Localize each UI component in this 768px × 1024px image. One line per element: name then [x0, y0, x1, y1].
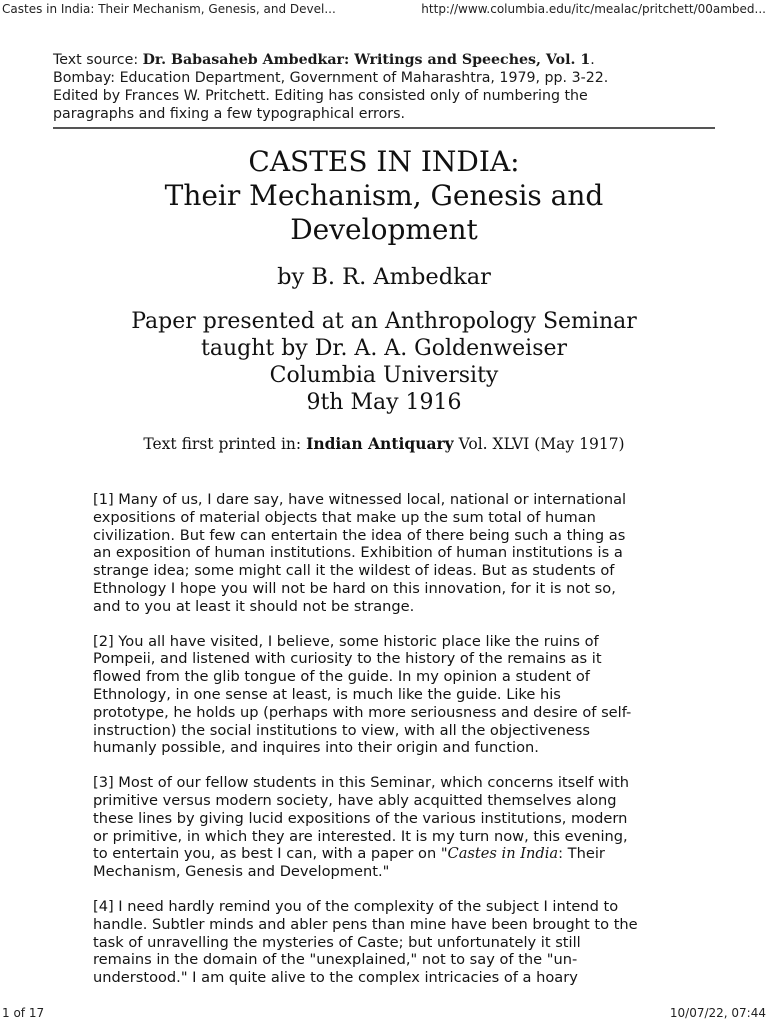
p1-line: expositions of material objects that make up the sum total of human	[93, 508, 596, 526]
source-note-line-4: paragraphs and fixing a few typographical errors.	[53, 106, 405, 122]
p4-line: remains in the domain of the "unexplained," not to say of the "un-	[93, 951, 578, 969]
source-note-prefix: Text source:	[53, 52, 143, 68]
p3-tail-after: : Their	[558, 845, 605, 863]
p3-line: Mechanism, Genesis and Development."	[93, 863, 390, 881]
presented-line-4: 9th May 1916	[306, 390, 462, 415]
page-number: 1 of 17	[2, 1006, 45, 1020]
p2-line: prototype, he holds up (perhaps with more seriousness and desire of self-	[93, 703, 632, 721]
first-printed-suffix: Vol. XLVI (May 1917)	[453, 435, 625, 453]
print-header-title: Castes in India: Their Mechanism, Genesis, and Devel...	[2, 2, 336, 16]
journal-name: Indian Antiquary	[306, 434, 454, 453]
p3-line: or primitive, in which they are interested. It is my turn now, this evening,	[93, 827, 628, 845]
p3-line	[93, 845, 605, 862]
p1-line: strange idea; some might call it the wildest of ideas. But as students of	[93, 562, 615, 580]
first-printed-prefix: Text first printed in:	[143, 435, 307, 453]
byline: by B. R. Ambedkar	[277, 264, 491, 290]
p2-line: humanly possible, and inquires into their origin and function.	[93, 739, 539, 757]
p3-line: primitive versus modern society, have ably acquitted themselves along	[93, 791, 617, 809]
p4-line: handle. Subtler minds and abler pens than mine have been brought to the	[93, 915, 638, 933]
p3-tail-before: to entertain you, as best I can, with a paper on "	[93, 845, 448, 863]
print-header	[0, 0, 768, 20]
p1-line: an exposition of human institutions. Exhibition of human institutions is a	[93, 544, 623, 562]
p3-line: these lines by giving lucid expositions of the various institutions, modern	[93, 809, 628, 827]
presented-info	[53, 308, 715, 416]
paper-title-italic: Castes in India	[447, 845, 559, 863]
source-note-line-3: Edited by Frances W. Pritchett. Editing has consisted only of numbering the	[53, 88, 588, 104]
body-paragraphs	[93, 491, 679, 1004]
source-note	[53, 51, 693, 123]
p2-line: instruction) the social institutions to view, with all the objectiveness	[93, 721, 591, 739]
title-block	[53, 145, 715, 454]
paragraph-3	[93, 774, 679, 881]
p1-line: Ethnology I hope you will not be hard on this innovation, for it is not so,	[93, 579, 616, 597]
source-note-line-2: Bombay: Education Department, Government of Maharashtra, 1979, pp. 3-22.	[53, 70, 609, 86]
p2-line: Ethnology, in one sense at least, is much like the guide. Like his	[93, 685, 561, 703]
title-line-1: CASTES IN INDIA:	[248, 145, 520, 178]
paragraph-4	[93, 898, 679, 987]
p2-line: flowed from the glib tongue of the guide. In my opinion a student of	[93, 668, 590, 686]
p4-line: understood." I am quite alive to the complex intricacies of a hoary	[93, 969, 578, 987]
p2-line: [2] You all have visited, I believe, some historic place like the ruins of	[93, 632, 599, 650]
p2-line: Pompeii, and listened with curiosity to the history of the remains as it	[93, 650, 602, 668]
title-line-3: Development	[290, 213, 478, 246]
page-title	[53, 145, 715, 247]
p3-line: [3] Most of our fellow students in this Seminar, which concerns itself with	[93, 774, 630, 792]
p1-line: and to you at least it should not be strange.	[93, 597, 415, 615]
print-datetime: 10/07/22, 07:44	[669, 1006, 766, 1020]
p1-line: [1] Many of us, I dare say, have witnessed local, national or international	[93, 491, 627, 508]
p4-line: [4] I need hardly remind you of the complexity of the subject I intend to	[93, 897, 619, 915]
presented-line-1: Paper presented at an Anthropology Seminar	[131, 309, 637, 334]
print-header-url[interactable]: http://www.columbia.edu/itc/mealac/pritchett/00ambed...	[421, 2, 766, 16]
title-line-2: Their Mechanism, Genesis and	[164, 179, 604, 212]
presented-line-2: taught by Dr. A. A. Goldenweiser	[200, 336, 568, 361]
paragraph-2	[93, 633, 679, 758]
print-footer	[0, 1004, 768, 1024]
presented-line-3: Columbia University	[269, 363, 499, 388]
first-printed-note	[53, 434, 715, 454]
source-note-line-1	[53, 51, 693, 69]
paragraph-1	[93, 491, 679, 616]
source-note-dot: .	[590, 52, 595, 68]
source-book-title: Dr. Babasaheb Ambedkar: Writings and Speeches, Vol. 1	[142, 52, 591, 68]
horizontal-rule	[53, 127, 715, 129]
p1-line: civilization. But few can entertain the idea of there being such a thing as	[93, 526, 626, 544]
p4-line: task of unravelling the mysteries of Caste; but unfortunately it still	[93, 933, 581, 951]
